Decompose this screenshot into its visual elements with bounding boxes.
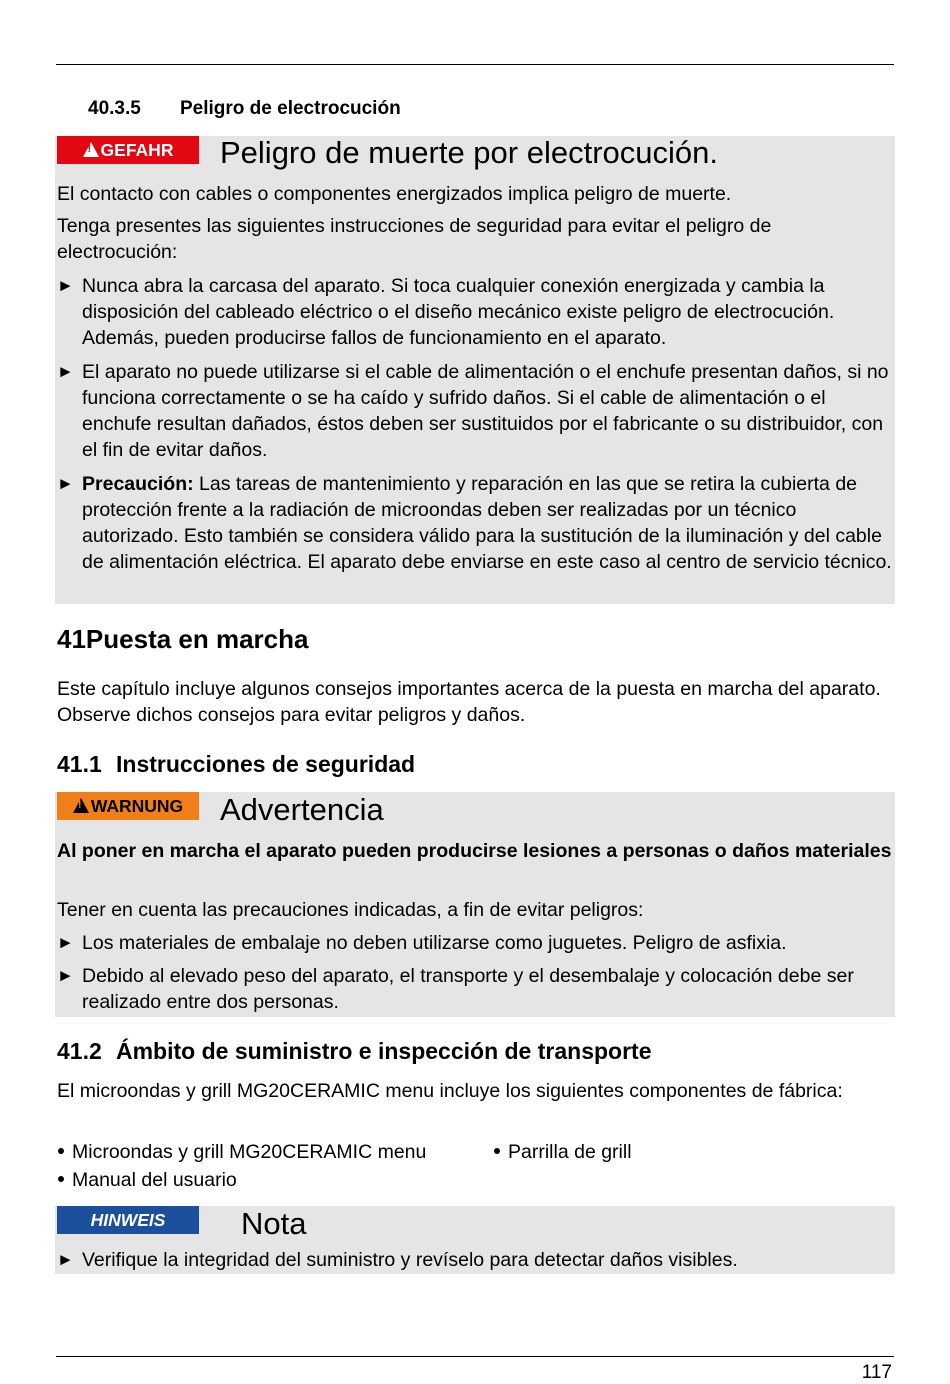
warning-title: Advertencia: [220, 792, 384, 827]
warning-list-item-text: Los materiales de embalaje no deben utilizarse como juguetes. Peligro de asfixia.: [82, 932, 787, 954]
notice-list-item-text: Verifique la integridad del suministro y revíselo para detectar daños visibles.: [82, 1249, 738, 1271]
section-number: 41.1: [57, 751, 102, 777]
bullet-dot-icon: [58, 1148, 64, 1154]
section-heading-40-3-5: [88, 98, 401, 120]
notice-badge: [57, 1206, 199, 1234]
section-title: Instrucciones de seguridad: [116, 751, 416, 777]
warning-badge-label: WARNUNG: [90, 796, 184, 816]
contents-item: [58, 1167, 237, 1193]
arrow-bullet-icon: ►: [57, 933, 74, 952]
section-title: Ámbito de suministro e inspección de transporte: [116, 1038, 652, 1064]
warning-list-item: [57, 930, 897, 956]
danger-list-item-caution: [57, 471, 897, 575]
arrow-bullet-icon: ►: [57, 362, 74, 381]
bullet-dot-icon: [494, 1148, 500, 1154]
header-rule: [56, 64, 894, 65]
arrow-bullet-icon: ►: [57, 1250, 74, 1269]
danger-list-item: [57, 359, 897, 463]
notice-badge-label: HINWEIS: [90, 1210, 166, 1230]
section-heading-41-2: [57, 1038, 651, 1065]
arrow-bullet-icon: ►: [57, 276, 74, 295]
danger-title: Peligro de muerte por electrocución.: [220, 135, 718, 170]
contents-item: [494, 1139, 632, 1165]
section-number: 40.3.5: [88, 98, 141, 119]
footer-rule: [56, 1356, 894, 1357]
section-412-intro: El microondas y grill MG20CERAMIC menu incluye los siguientes componentes de fábrica:: [57, 1080, 843, 1102]
danger-paragraph-2: Tenga presentes las siguientes instrucciones de seguridad para evitar el peligro de electrocución:: [57, 215, 772, 263]
caution-text: Las tareas de mantenimiento y reparación en las que se retira la cubierta de protección frente a la radiación de microondas deben ser realizadas por un técnico autorizado. Esto también se considera válido para la sustitución de la iluminación y del cable de alimentación eléctrica. El aparato debe enviarse en este caso al centro de servicio técnico.: [82, 473, 892, 573]
arrow-bullet-icon: ►: [57, 966, 74, 985]
contents-item-text: Microondas y grill MG20CERAMIC menu: [72, 1141, 427, 1163]
danger-paragraph-1: El contacto con cables o componentes energizados implica peligro de muerte.: [57, 183, 732, 205]
warning-triangle-icon: [83, 142, 99, 157]
chapter-intro: Este capítulo incluye algunos consejos importantes acerca de la puesta en marcha del aparato. Observe dichos consejos para evitar peligros y daños.: [57, 678, 881, 726]
chapter-heading: 41Puesta en marcha: [57, 624, 309, 654]
bullet-dot-icon: [58, 1176, 64, 1182]
danger-list-item-text: El aparato no puede utilizarse si el cable de alimentación o el enchufe presentan daños, si no funciona correctamente o se ha caído y sufrido daños. Si el cable de alimentación o el enchufe resultan dañados, éstos deben ser sustituidos por el fabricante o su distribuidor, con el fin de evitar daños.: [82, 361, 889, 461]
warning-list-item-text: Debido al elevado peso del aparato, el transporte y el desembalaje y colocación debe ser realizado entre dos personas.: [82, 965, 854, 1013]
warning-bold-line: Al poner en marcha el aparato pueden producirse lesiones a personas o daños materiales: [57, 840, 892, 862]
danger-list-item: [57, 273, 897, 351]
contents-item-text: Parrilla de grill: [508, 1141, 632, 1163]
arrow-bullet-icon: ►: [57, 474, 74, 493]
section-heading-41-1: [57, 751, 415, 778]
danger-badge: [57, 136, 199, 164]
contents-item-text: Manual del usuario: [72, 1169, 237, 1191]
contents-item: [58, 1139, 426, 1165]
page-number: 117: [861, 1362, 892, 1383]
warning-paragraph: Tener en cuenta las precauciones indicadas, a fin de evitar peligros:: [57, 899, 644, 921]
section-title: Peligro de electrocución: [180, 98, 401, 119]
caution-label: Precaución:: [82, 473, 194, 495]
notice-title: Nota: [241, 1206, 307, 1241]
warning-triangle-icon: [73, 798, 89, 813]
danger-badge-label: GEFAHR: [100, 140, 174, 160]
section-number: 41.2: [57, 1038, 102, 1064]
warning-badge: [57, 792, 199, 820]
warning-list-item: [57, 963, 897, 1015]
notice-list-item: [57, 1247, 897, 1273]
danger-list-item-text: Nunca abra la carcasa del aparato. Si toca cualquier conexión energizada y cambia la disposición del cableado eléctrico o el diseño mecánico existe peligro de electrocución. Además, pueden producirse fallos de funcionamiento en el aparato.: [82, 275, 835, 349]
